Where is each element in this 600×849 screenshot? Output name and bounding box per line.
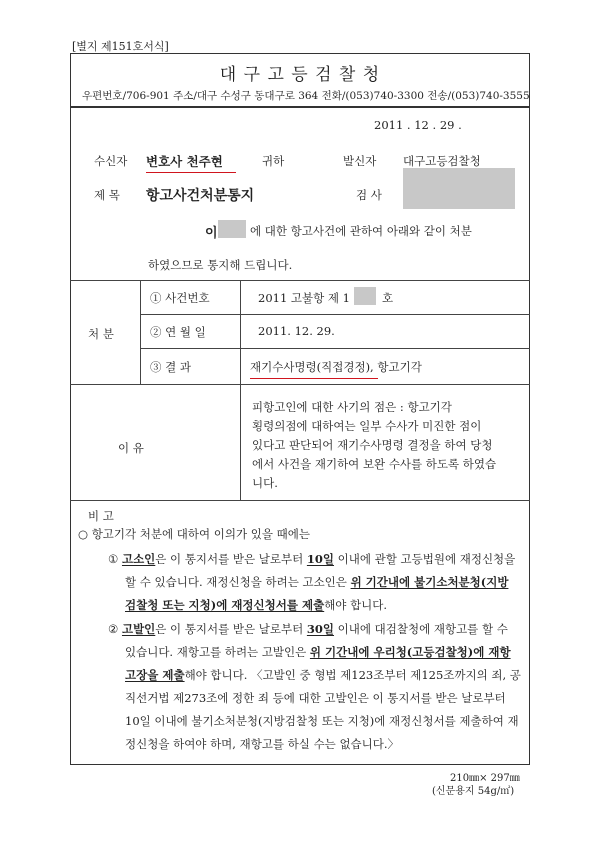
remarks-intro: ○ 항고기각 처분에 대하여 이의가 있을 때에는 [78,527,310,541]
disposition-label: 처 분 [88,327,114,341]
remark-item-accuser [108,618,524,756]
honorific: 귀하 [262,154,285,168]
reason-line: 피항고인에 대한 사기의 점은 : 항고기각 [252,400,452,414]
paper-size: 210㎜× 297㎜ [450,773,520,784]
paper-type: (신문용지 54g/㎡) [432,786,515,797]
form-tag: [별지 제151호서식] [72,40,169,53]
address-line: 우편번호/706-901 주소/대구 수성구 동대구로 364 전화/(053)740-3300 전송/(053)740-3555 [82,90,530,102]
table-bottom-line [70,384,530,385]
item-number: ① [108,552,119,566]
remark-text: 해야 합니다. [324,598,388,612]
prosecutor-label: 검 사 [356,188,382,202]
reason-line: 있다고 판단되어 재기수사명령 결정을 하여 당청 [252,438,493,452]
remark-item-complainant [108,548,524,617]
intro-line-1: 에 대한 항고사건에 관하여 아래와 같이 처분 [250,224,472,238]
recipient-label: 수신자 [94,154,128,168]
remark-text: 해야 합니다. 〈고발인 중 형법 제123조부터 제125조까지의 죄, 공 [184,668,521,682]
reason-line: 횡령의점에 대하여는 일부 수사가 미진한 점이 [252,419,482,433]
result-value: 재기수사명령(직접경정), 항고기각 [250,360,422,374]
remark-emphasis: 위 기간내에 우리청(고등검찰청)에 재항 [309,645,511,659]
subject-label: 제 목 [94,188,120,202]
document-date: 2011 . 12 . 29 . [374,118,462,132]
case-number-value: 2011 고불항 제 1 [258,291,350,305]
accuser-days: 30일 [306,622,335,636]
sender-name: 대구고등검찰청 [403,154,481,168]
remark-text: 10일 이내에 불기소처분청(지방검찰청 또는 지청)에 재정신청서를 제출하여 재 [125,714,519,728]
remark-text: 이내에 대검찰청에 재항고를 할 수 [334,622,508,636]
item-number: ② [108,622,119,636]
case-number-suffix: 호 [382,291,394,305]
result-label: ③ 결 과 [150,360,192,374]
case-number-label: ① 사건번호 [150,291,210,305]
remark-text: 있습니다. 재항고를 하려는 고발인은 [125,645,310,659]
intro-prefix: 이 [205,226,218,241]
remark-emphasis: 고장을 제출 [125,668,185,682]
table-row-2-line [140,348,530,349]
date-row-value: 2011. 12. 29. [258,324,335,338]
intro-line-2: 하였으므로 통지해 드립니다. [148,258,293,272]
reason-text [252,398,496,493]
sender-label: 발신자 [343,154,377,168]
prosecutor-redaction [403,168,515,209]
remark-emphasis: 위 기간내에 불기소처분청(지방 [350,575,509,589]
remark-text: 이내에 관할 고등법원에 재정신청을 [334,552,516,566]
date-row-label: ② 연 월 일 [150,325,206,339]
case-number-redaction [354,287,376,305]
remark-text: 은 이 통지서를 받은 날로부터 [155,622,307,636]
remark-text: 할 수 있습니다. 재정신청을 하려는 고소인은 [125,575,351,589]
reason-line: 니다. [252,476,278,490]
subject: 항고사건처분통지 [146,188,255,204]
remark-text: 정신청을 하여야 하며, 재항고를 하실 수는 없습니다.〉 [125,737,400,751]
reason-line: 에서 사건을 재기하여 보완 수사를 하도록 하였습 [252,457,497,471]
remark-emphasis: 검찰청 또는 지청)에 재정신청서를 제출 [125,598,325,612]
remark-text: 은 이 통지서를 받은 날로부터 [155,552,307,566]
remarks-label: 비 고 [88,509,114,523]
result-red-underline [250,378,378,379]
complainant-days: 10일 [306,552,335,566]
recipient-red-underline [146,172,236,173]
reason-divider [240,384,241,500]
recipient-name: 변호사 천주현 [146,154,223,169]
table-top-line [70,280,530,281]
complainant-term: 고소인 [121,552,156,566]
table-col-2 [240,280,241,384]
office-title: 대 구 고 등 검 찰 청 [219,65,381,85]
name-redaction [218,220,246,238]
remark-text: 직선거법 제273조에 정한 죄 등에 대한 고발인은 이 통지서를 받은 날로부터 [125,691,506,705]
table-row-1-line [140,314,530,315]
table-col-1 [140,280,141,384]
accuser-term: 고발인 [121,622,156,636]
reason-bottom-line [70,500,530,501]
header-divider [70,106,530,108]
reason-label: 이 유 [118,441,144,455]
